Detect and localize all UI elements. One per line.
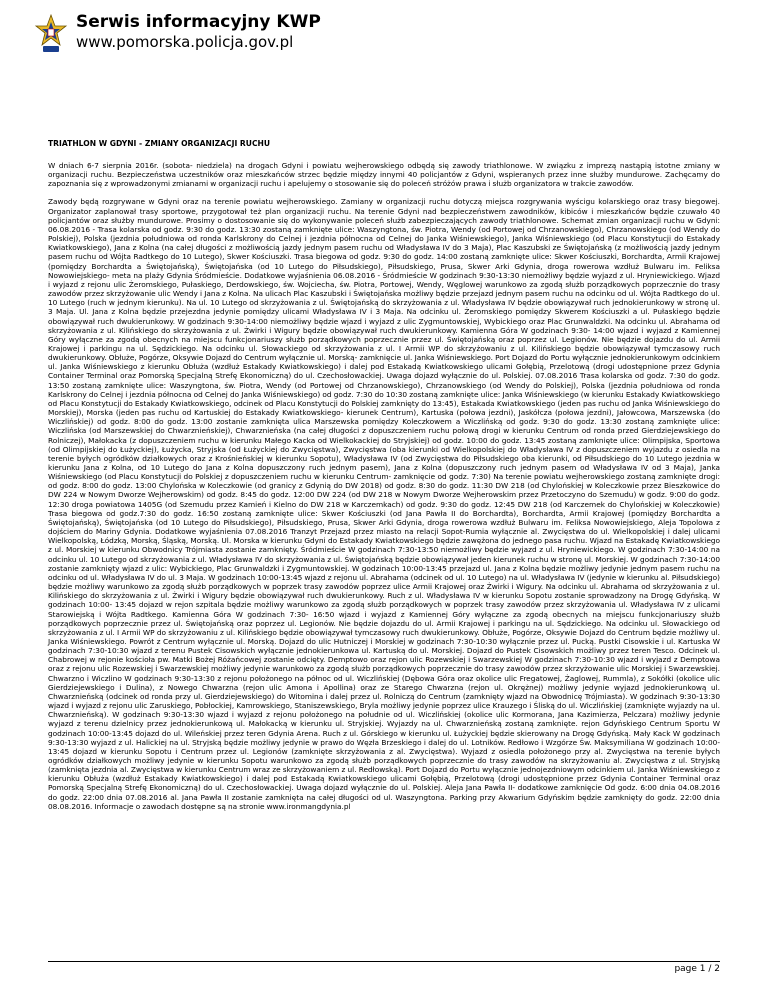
article	[48, 139, 720, 820]
article-body-paragraph: Zawody będą rozgrywane w Gdyni oraz na terenie powiatu wejherowskiego. Zamiany w organizacji ruchu dotyczą miejsca rozgrywania wyścigu kolarskiego oraz trasy biegowej. Organizator zaplanował trasy sportowe, przygotował też plan organizacji ruchu. Na terenie Gdyni nad bezpieczeństwem zawodników, kibiców i mieszkańców będzie czuwało 40 policjantów oraz służby mundurowe. Prosimy o dostosowanie się do wykonywanie poleceń służb zabezpieczających zawody triathlonowe. Schemat zmian organizacji ruchu w Gdyni: 06.08.2016 - Trasa kolarska od godz. 9:30 do godz. 13:30 zostaną zamknięte ulice: Waszyngtona, św. Piotra, Wendy (od Portowej od Chrzanowskiego), Chrzanowskiego (od Wendy do Polskiej), Polska (jezdnia południowa od ronda Karlskrony do Celnej i jezdnia północna od Celnej do Janka Wiśniewskiego), Janka Wiśniewskiego (od Placu Konstytucji do Estakady Kwiatkowskiego), Jana z Kolna (na całej długości z możliwością jazdy jednym pasem ruchu od Władysława IV do 3 Maja), Plac Kaszubski ze Świętojańską (z możliwością jazdy jednym pasem ruchu od Wójta Radtkego do 10 Lutego), Skwer Kościuszki. Trasa biegowa od godz. 9:30 do godz. 14:00 zostaną zamknięte ulice: Skwer Kościuszki, Borchardta, Armii Krajowej (pomiędzy Borchardta a Świętojańską), Świętojańska (od 10 Lutego do Piłsudskiego), Piłsudskiego, Prusa, Skwer Arki Gdynia, droga rowerowa wzdłuż Bulwaru im. Feliksa Nowowiejskiego- meta na plaży Gdynia Śródmieście. Dodatkowe wyjaśnienia 06.08.2016 - Śródmieście W godzinach 9:30-13:30 niemożliwy będzie wyjazd z ul. Hryniewickiego. Wjazd i wyjazd z rejonu ulic Żeromskiego, Pułaskiego, Derdowskiego, św. Wojciecha, św. Piotra, Portowej, Wendy, Węglowej warunkowo za zgodą służb porządkowych poprzecznie do trasy zawodów przez skrzyżowanie ulic Wendy i Jana z Kolna. Na ulicach Plac Kaszubski i Świętojańska możliwy będzie przejazd jednym pasem ruchu na odcinku od ul. Wójta Radtkego do ul. 10 Lutego (ruch w jednym kierunku). Na ul. 10 Lutego od skrzyżowania z ul. Świętojańską do skrzyżowania z ul. Władysława IV będzie obowiązywał ruch jednokierunkowy w stronę ul. 3 Maja. Ul. Jana z Kolna będzie przejezdna jedynie pomiędzy ulicami Władysława IV i 3 Maja. Na odcinku ul. Żeromskiego pomiędzy Skwerem Kościuszki a ul. Pułaskiego będzie obowiązywał ruch dwukierunkowy. W godzinach 9:30-14:00 niemożliwy będzie wjazd i wyjazd z ulic Zygmuntowskiej, Wybickiego oraz Plac Grunwaldzki. Na odcinku ul. Abrahama od skrzyżowania z ul. Kilińskiego do skrzyżowania z ul. Żwirki i Wigury będzie obowiązywał ruch dwukierunkowy. Kamienna Góra W godzinach 9:30- 14:00 wjazd i wyjazd z Kamiennej Góry wyłączne za zgodą obecnych na miejscu funkcjonariuszy służb porządkowych poprzecznie przez ul. Świętojańską oraz poprzez ul. Legionów. Nie będzie dojazdu do ul. Armii Krajowej i parkingu na ul. Sędzickiego. Na odcinku ul. Słowackiego od skrzyżowania z ul. I Armii WP do skrzyżowaniu z ul. Kilińskiego będzie obowiązywał tymczasowy ruch dwukierunkowy. Obłuże, Pogórze, Oksywie Dojazd do Centrum wyłącznie ul. Morską- zamknięcie ul. Janka Wiśniewskiego. Port Dojazd do Portu wyłącznie jednokierunkowym odcinkiem ul. Janka Wiśniewskiego z kierunku Obłuża (wzdłuż Estakady Kwiatkowskiego) i dalej pod Estakadą Kwiatkowskiego ulicami Gołębią, Przelotową (drogi udostępnione przez Gdynia Container Terminal oraz Pomorską Specjalną Strefę Ekonomiczną) do ul. Czechosłowackiej. Uwaga dojazd wyłącznie do ul. Polskiej. 07.08.2016 Trasa kolarska od godz. 7:30 do godz. 13:50 zostaną zamknięte ulice: Waszyngtona, św. Piotra, Wendy (od Portowej od Chrzanowskiego), Chrzanowskiego (od Wendy do Polskiej), Polska (jezdnia południowa od ronda Karlskrony do Celnej i jezdnia północna od Celnej do Janka Wiśniewskiego) od godz. 7:30 do 10:30 zostaną zamknięte ulice: Janka Wiśniewskiego (w kierunku Estakady Kwiatkowskiego od Placu Konstytucji do Estakady Kwiatkowskiego, odcinek od Placu Konstytucji do Polskiej zamknięty do 13:45), Estakada Kwiatkowskiego (jeden pas ruchu od Janka Wiśniewskiego do Morskiej), Morska (jeden pas ruchu od Kartuskiej do Estakady Kwiatkowskiego- kierunek Centrum), Kartuska (połowa jezdni), Jaskółcza (połowa jezdni), Jałowcowa, Marszewska (do Wiczlińskiej) od godz. 8:00 do godz. 13:00 zostanie zamknięta ulica Marszewska pomiędzy Koleczkowem a Wiczlińską od godz. 9:30 do godz. 13:30 zostaną zamknięte ulice: Wiczlińska (od Marszewskiej do Chwarznieńskiej), Chwarznieńska (na całej długości z dopuszczeniem ruchu połową drogi w kierunku Centrum od ronda przed Gierdziejewskiego do Rolniczej), Małokacka (z dopuszczeniem ruchu w kierunku Małego Kacka od Wielkokackiej do Stryjskiej) od godz. 10:00 do godz. 13:45 zostaną zamknięte ulice: Olimpijska, Sportowa (od Olimpijskiej do Łużyckiej), Łużycka, Stryjska (od Łużyckiej do Zwycięstwa), Zwycięstwa (oba kierunki od Wielkopolskiej do Władysława IV z dopuszczeniem wyjazdu z osiedla na terenie byłych ogródków działkowych oraz z Krośnieńskiej w kierunku Sopotu), Władysława IV (od Zwycięstwa do Piłsudskiego oba kierunki, od Piłsudskiego do 10 Lutego jezdnia w kierunku Jana z Kolna, od 10 Lutego do Jana z Kolna dopuszczony ruch jednym pasem), Jana z Kolna (dopuszczony ruch jednym pasem od Władysława IV od 3 Maja), Janka Wiśniewskiego (od Placu Konstytucji do Polskiej z dopuszczeniem ruchu w kierunku Centrum- zamknięcie od godz. 7:30) Na terenie powiatu wejherowskiego zostaną zamknięte drogi: od godz. 8:00 do godz. 13:00 Chylońska w Koleczkowie (od granicy z Gdynią do DW 2018) od godz. 8:30 do godz. 11:30 DW 218 (od Chylońskiej w Koleczkowie przez Bieszkowice do DW 224 w Nowym Dworze Wejherowskim) od godz. 8:45 do godz. 12:00 DW 224 (od DW 218 w Nowym Dworze Wejherowskim przez Przetoczyno do Szemudu) w godz. 9:00 do godz. 12:30 droga powiatowa 1405G (od Szemudu przez Kamień i Kielno do DW 218 w Karczemkach) od godz. 9:30 do godz. 12:45 DW 218 (od Karczemek do Chylońskiej w Koleczkowie) Trasa biegowa od godz.7:30 do godz. 16:50 zostaną zamknięte ulice: Skwer Kościuszki (od Jana Pawła II do Borchardta), Borchardta, Armii Krajowej (pomiędzy Borchardta a Świętojańską), Świętojańska (od 10 Lutego do Piłsudskiego), Piłsudskiego, Prusa, Skwer Arki Gdynia, droga rowerowa wzdłuż Bulwaru im. Feliksa Nowowiejskiego, Aleja Topolowa z dojściem do Mariny Gdynia. Dodatkowe wyjaśnienia 07.08.2016 Tranzyt Przejazd przez miasto na relacji Sopot-Rumia wyłącznie al. Zwycięstwa do ul. Wielkopolskiej i dalej ulicami Wielkopolską, Łódzką, Morską, Śląską, Morską. Ul. Morska w kierunku Gdyni do Estakady Kwiatkowskiego będzie zawężona do jednego pasa ruchu. Wjazd na Estakadę Kwiatkowskiego z ul. Morskiej w kierunku Obwodnicy Trójmiasta zostanie zamknięty. Śródmieście W godzinach 7:30-13:50 niemożliwy będzie wyjazd z ul. Hryniewickiego. W godzinach 7:30-14:00 na odcinku ul. 10 Lutego od skrzyżowania z ul. Władysława IV do skrzyżowania z ul. Świętojańską będzie obowiązywał jeden kierunek ruchu w stronę ul. Morskiej. W godzinach 7:30-14:00 zostanie zamknięty wjazd z ulic: Wybickiego, Plac Grunwaldzki i Zygmuntowskiej. W godzinach 10:00-13:45 przejazd ul. Jana z Kolna będzie możliwy jedynie jednym pasem ruchu na odcinku od ul. Władysława IV do ul. 3 Maja. W godzinach 10:00-13:45 wjazd z rejonu ul. Abrahama (odcinek od ul. 10 Lutego) na ul. Władysława IV (jedynie w kierunku al. Piłsudskiego) będzie możliwy warunkowo za zgodą służb porządkowych w poprzek trasy zawodów poprzez ulice Armii Krajowej oraz Żwirki i Wigury. Na odcinku ul. Abrahama od skrzyżowania z ul. Kilińskiego do skrzyżowania z ul. Żwirki i Wigury będzie obowiązywał ruch dwukierunkowy. Ruch z ul. Władysława IV w kierunku Sopotu zostanie sprowadzony na Drogę Gdyńską. W godzinach 10:00- 13:45 dojazd w rejon szpitala będzie możliwy warunkowo za zgodą służb porządkowych w poprzek trasy zawodów przez skrzyżowania ul. Władysława IV z ulicami Starowiejską i Wójta Radtkego. Kamienna Góra W godzinach 7:30- 16:50 wjazd i wyjazd z Kamiennej Góry wyłączne za zgodą obecnych na miejscu funkcjonariuszy służb porządkowych poprzecznie przez ul. Świętojańską oraz poprzez ul. Legionów. Nie będzie dojazdu do ul. Armii Krajowej i parkingu na ul. Sędzickiego. Na odcinku ul. Słowackiego od skrzyżowania z ul. I Armii WP do skrzyżowaniu z ul. Kilińskiego będzie obowiązywał tymczasowy ruch dwukierunkowy. Obłuże, Pogórze, Oksywie Dojazd do Centrum będzie możliwy ul. Janka Wiśniewskiego. Powrót z Centrum wyłącznie ul. Morską. Dojazd do ulic Hutniczej i Morskiej w godzinach 7:30-10:30 wyłącznie przez ul. Pucką. Pustki Cisowskie i ul. Kartuska W godzinach 7:30-10:30 wjazd z terenu Pustek Cisowskich wyłącznie jednokierunkowa ul. Kartuską do ul. Morskiej. Dojazd do Pustek Cisowskich możliwy przez teren Tesco. Odcinek ul. Chabrowej w rejonie kościoła pw. Matki Bożej Różańcowej zostanie odcięty. Demptowo oraz rejon ulic Rozewskiej i Swarzewskiej W godzinach 7:30-10:30 wjazd i wyjazd z Demptowa oraz z rejonu ulic Rozewskiej i Swarzewskiej możliwy jedynie warunkowo za zgodą służb porządkowych poprzecznie do trasy zawodów przez skrzyżowanie ulic Morskiej i Swarzewskiej. Chwarzno i Wiczlino W godzinach 9:30-13:30 z rejonu położonego na północ od ul. Wiczlińskiej (Dębowa Góra oraz okolice ulic Fregatowej, Żaglowej, Rummla), z Sokółki (okolice ulic Gierdziejewskiego i Dulina), z Nowego Chwarzna (rejon ulic Amona i Apollina) oraz ze Starego Chwarzna (rejon ul. Okrężnej) możliwy jedynie wyjazd jednokierunkową ul. Chwarznieńską (odcinek od ronda przy ul. Gierdziejewskiego) do Witomina i dalej przez ul. Rolniczą do Centrum (zamknięty wjazd na Obwodnicę Trójmiasta). W godzinach 9:30-13:30 wjazd i wyjazd z rejonu ulic Zaruskiego, Pobłockiej, Kamrowskiego, Staniszewskiego, Bryla możliwy jedynie poprzez ulice Krauzego i Śliską do ul. Wiczlińskiej (zamknięte wyjazdy na ul. Chwarznieńską). W godzinach 9:30-13:30 wjazd i wyjazd z rejonu położonego na południe od ul. Wiczlińskiej (okolice ulic Kormorana, Jana Kazimierza, Pelczara) możliwy jedynie wyjazd z terenu dzielnicy przez jednokierunkową ul. Małokacką w kierunku ul. Stryjskiej. Wyjazdy na ul. Chwarznieńską zostaną zamknięte. rejon Gdyńskiego Centrum Sportu W godzinach 10:00-13:45 dojazd do ul. Wileńskiej przez teren Gdynia Arena. Ruch z ul. Górskiego w kierunku ul. Łużyckiej będzie skierowany na Drogę Gdyńską. Mały Kack W godzinach 9:30-13:30 wyjazd z ul. Halickiej na ul. Stryjską będzie możliwy jedynie w prawo do Węzła Brzeskiego i dalej do ul. Lotników. Redłowo i Wzgórze Św. Maksymiliana W godzinach 10:00-13:45 dojazd w kierunku Sopotu i Centrum przez ul. Legionów (zamknięte skrzyżowania z al. Zwycięstwa). Wyjazd z osiedla położonego przy al. Zwycięstwa na terenie byłych ogródków działkowych możliwy jedynie w kierunku Sopotu warunkowo za zgodą służb porządkowych poprzecznie do trasy zawodów na skrzyżowaniu al. Zwycięstwa z ul. Stryjską (zamknięta jezdnia al. Zwycięstwa w kierunku Centrum wraz ze skrzyżowaniem z ul. Redłowską). Port Dojazd do Portu wyłącznie jednojezdniowym odcinkiem ul. Janka Wiśniewskiego z kierunku Obłuża (wzdłuż Estakady Kwiatkowskiego) i dalej pod Estakadą Kwiatkowskiego ulicami Gołębią, Przelotową (drogi udostępnione przez Gdynia Container Terminal oraz Pomorską Specjalną Strefę Ekonomiczną) do ul. Czechosłowackiej. Uwaga dojazd wyłącznie do ul. Polskiej. Aleja Jana Pawła II- dodatkowe zamknięcie Od godz. 6:00 dnia 04.08.2016 do godz. 22:00 dnia 07.08.2016 al. Jana Pawła II zostanie zamknięta na całej długości od ul. Waszyngtona. Parking przy Akwarium Gdyńskim będzie zamknięty do godz. 22:00 dnia 08.08.2016. Informacje o zawodach dostępne są na stronie www.ironmangdynia.pl	[48, 197, 720, 811]
page-number: page 1 / 2	[674, 964, 720, 974]
article-intro-paragraph: W dniach 6-7 sierpnia 2016r. (sobota- niedziela) na drogach Gdyni i powiatu wejherowskiego odbędą się zawody triathlonowe. W związku z imprezą nastąpią istotne zmiany w organizacji ruchu. Bezpieczeństwa uczestników oraz mieszkańców strzec będzie między innymi 40 policjantów z Gdyni, wspieranych przez inne służby mundurowe. Zachęcamy do zapoznania się z wprowadzonymi zmianami w organizacji ruchu i apelujemy o stosowanie się do poleceń stróżów prawa i służb organizatora w trakcie zawodów.	[48, 161, 720, 189]
police-star-badge-icon	[34, 14, 68, 54]
footer-divider	[48, 961, 720, 962]
article-title: TRIATHLON W GDYNI - ZMIANY ORGANIZACJI RUCHU	[48, 139, 271, 148]
site-title: Serwis informacyjny KWP	[76, 12, 321, 32]
site-header	[34, 12, 321, 64]
site-url[interactable]: www.pomorska.policja.gov.pl	[76, 33, 294, 51]
